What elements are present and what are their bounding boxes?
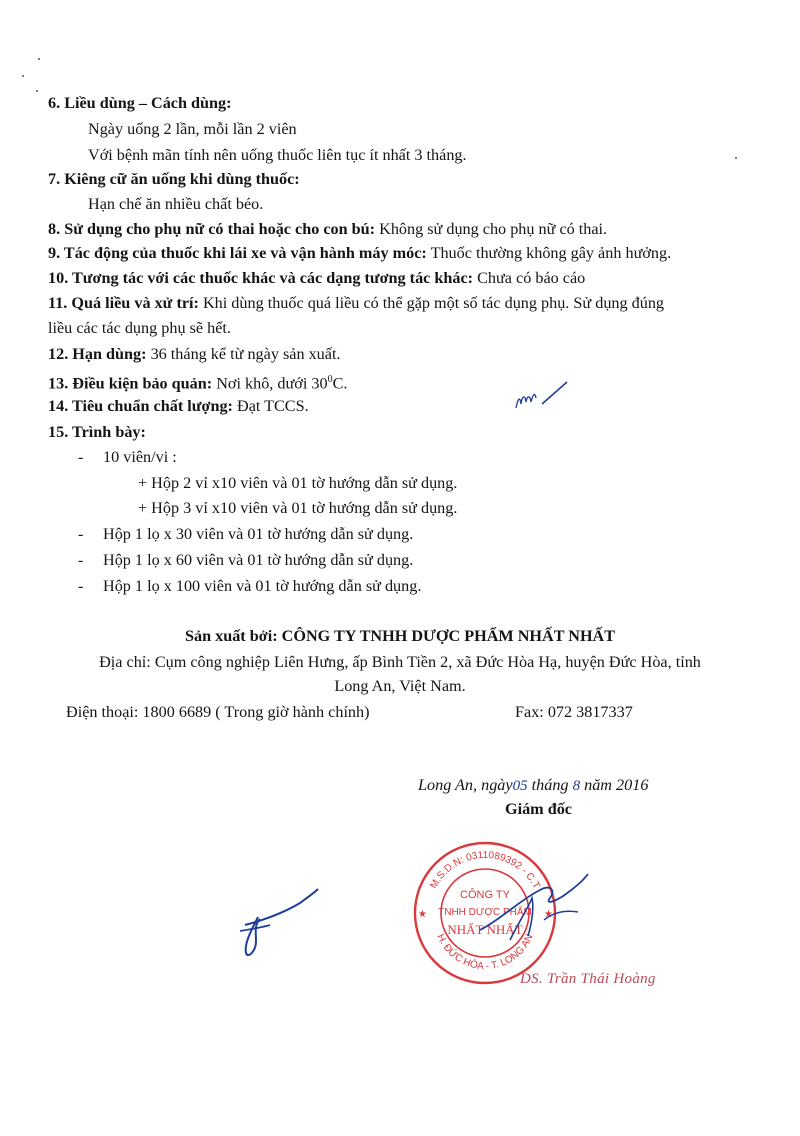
list-dash: - bbox=[78, 448, 84, 466]
section-6-line-2: Với bệnh mãn tính nên uống thuốc liên tục ít nhất 3 tháng. bbox=[88, 146, 467, 164]
signature-director bbox=[470, 860, 600, 970]
scan-speck bbox=[22, 75, 24, 77]
handwritten-month: 8 bbox=[572, 778, 581, 794]
initials-mark bbox=[512, 378, 572, 418]
list-item: Hộp 1 lọ x 100 viên và 01 tờ hướng dẫn sử dụng. bbox=[103, 577, 422, 595]
section-11-continued: liều các tác dụng phụ sẽ hết. bbox=[48, 319, 231, 337]
section-7-line-1: Hạn chế ăn nhiều chất béo. bbox=[88, 195, 264, 213]
fax-text: Fax: 072 3817337 bbox=[515, 703, 633, 721]
degree-superscript: 0 bbox=[327, 374, 333, 385]
section-8: 8. Sử dụng cho phụ nữ có thai hoặc cho con bú: Không sử dụng cho phụ nữ có thai. bbox=[48, 220, 608, 238]
list-subitem: + Hộp 2 vỉ x10 viên và 01 tờ hướng dẫn sử dụng. bbox=[138, 474, 458, 492]
svg-text:★: ★ bbox=[544, 909, 553, 920]
signer-name: DS. Trần Thái Hoàng bbox=[520, 971, 656, 987]
svg-text:★: ★ bbox=[418, 909, 427, 920]
manufacturer-line: Sản xuất bởi: CÔNG TY TNHH DƯỢC PHẨM NHẤT NHẤT bbox=[184, 627, 616, 645]
stamp-ring-top: M.S.D.N: 0311089392 - C.T bbox=[428, 849, 542, 891]
section-6-line-1: Ngày uống 2 lần, mỗi lần 2 viên bbox=[88, 120, 297, 138]
section-15-title: 15. Trình bày: bbox=[48, 423, 146, 441]
stamp-line-3: NHẤT NHẤT bbox=[447, 922, 523, 937]
list-dash: - bbox=[78, 525, 84, 543]
address-line-2: Long An, Việt Nam. bbox=[334, 677, 466, 695]
signature-left bbox=[230, 885, 330, 965]
section-14: 14. Tiêu chuẩn chất lượng: Đạt TCCS. bbox=[48, 397, 309, 415]
stamp-line-2: TNHH DƯỢC PHẨM bbox=[438, 907, 532, 918]
list-item: Hộp 1 lọ x 60 viên và 01 tờ hướng dẫn sử dụng. bbox=[103, 551, 414, 569]
section-12: 12. Hạn dùng: 36 tháng kể từ ngày sản xuất. bbox=[48, 345, 341, 363]
list-dash: - bbox=[78, 577, 84, 595]
director-title: Giám đốc bbox=[505, 800, 572, 818]
section-9: 9. Tác động của thuốc khi lái xe và vận hành máy móc: Thuốc thường không gây ảnh hưởng. bbox=[48, 244, 672, 262]
stamp-line-1: CÔNG TY bbox=[460, 889, 510, 901]
section-11: 11. Quá liều và xử trí: Khi dùng thuốc quá liều có thể gặp một số tác dụng phụ. Sử dụng đúng bbox=[48, 294, 665, 312]
address-line-1: Địa chỉ: Cụm công nghiệp Liên Hưng, ấp Bình Tiền 2, xã Đức Hòa Hạ, huyện Đức Hòa, tỉnh bbox=[99, 653, 701, 671]
place-date: Long An, ngày05 tháng 8 năm 2016 bbox=[418, 776, 649, 794]
scan-speck bbox=[38, 58, 40, 60]
scan-speck bbox=[735, 157, 737, 159]
list-dash: - bbox=[78, 551, 84, 569]
phone-text: Điện thoại: 1800 6689 ( Trong giờ hành chính) bbox=[66, 703, 370, 721]
list-subitem: + Hộp 3 vỉ x10 viên và 01 tờ hướng dẫn sử dụng. bbox=[138, 499, 458, 517]
section-13: 13. Điều kiện bảo quản: Nơi khô, dưới $30^0C$. bbox=[48, 374, 348, 393]
section-7-title: 7. Kiêng cữ ăn uống khi dùng thuốc: bbox=[48, 170, 300, 188]
stamp-ring-bottom: H. ĐỨC HÒA - T. LONG AN bbox=[434, 932, 536, 973]
list-item: Hộp 1 lọ x 30 viên và 01 tờ hướng dẫn sử dụng. bbox=[103, 525, 414, 543]
scan-speck bbox=[36, 90, 38, 92]
section-6-title: 6. Liều dùng – Cách dùng: bbox=[48, 94, 232, 112]
section-10: 10. Tương tác với các thuốc khác và các dạng tương tác khác: Chưa có báo cáo bbox=[48, 269, 586, 287]
list-item: 10 viên/vi : bbox=[103, 448, 177, 466]
handwritten-day: 05 bbox=[512, 778, 528, 794]
